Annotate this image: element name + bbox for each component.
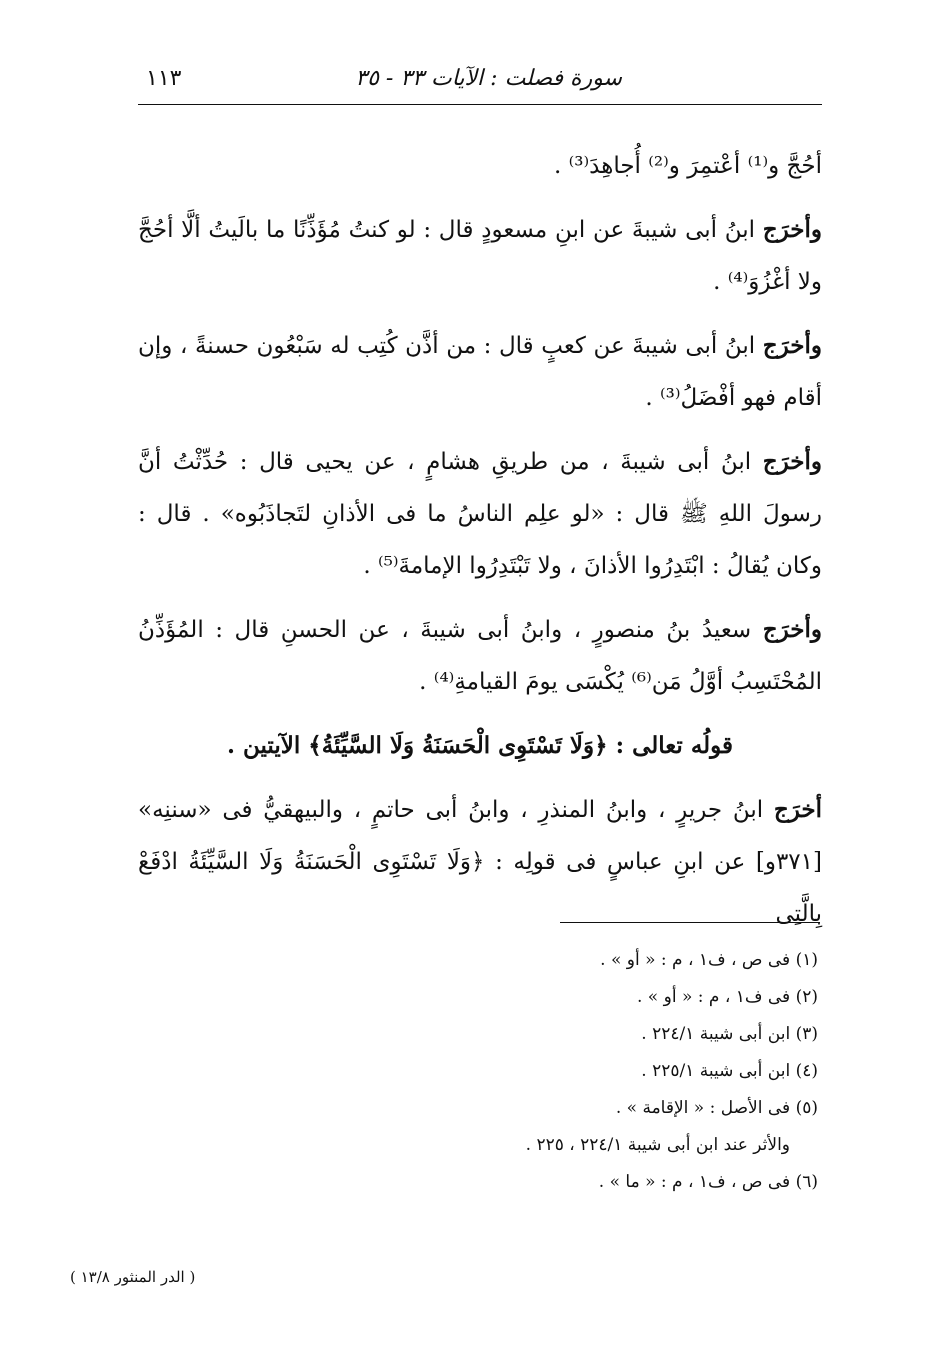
paragraph-text: ابنُ جريرٍ ، وابنُ المنذرِ ، وابنُ أبى حاتمٍ ، والبيهقيُّ فى «سننِه» [٣٧١و] عن ابنِ عباسٍ فى قولِه : ﴿وَلَا تَسْتَوِى الْحَسَنَةُ وَلَا السَّيِّئَةُ ادْفَعْ بِالَّتِى <box>138 797 822 927</box>
main-text <box>138 140 822 952</box>
verse-heading-text: ﴿وَلَا تَسْتَوِى الْحَسَنَةُ وَلَا السَّيِّئَةُ﴾ الآيتين . <box>226 732 616 759</box>
paragraph-4 <box>138 436 822 592</box>
paragraph-text: سعيدُ بنُ منصورٍ ، وابنُ أبى شيبةَ ، عن الحسنِ قال : المُؤَذِّنُ المُحْتَسِبُ أوَّلُ مَن⁽⁶⁾ يُكْسَى يومَ القيامةِ⁽⁴⁾ . <box>138 617 822 695</box>
verse-heading-lead: قولُه تعالى : <box>615 732 734 759</box>
verse-heading <box>138 720 822 772</box>
paragraph-lead: وأخرَج <box>762 616 822 643</box>
paragraph-5 <box>138 604 822 708</box>
footnote: (٢) فى ف١ ، م : « أو » . <box>637 987 818 1007</box>
paragraph-text: ابنُ أبى شيبةَ عن كعبٍ قال : من أذَّن كُتِب له سَبْعُون حسنةً ، وإن أقام فهو أفْضَلُ⁽³⁾ . <box>138 333 822 411</box>
paragraph-1 <box>138 140 822 192</box>
paragraph-lead: أخرَج <box>773 796 822 823</box>
footnote: (١) فى ص ، ف١ ، م : « أو » . <box>600 950 818 970</box>
source-note: ( الدر المنثور ١٣/٨ ) <box>70 1268 196 1286</box>
footnote: (٣) ابن أبى شيبة ٢٢٤/١ . <box>641 1024 818 1044</box>
paragraph-lead: وأخرَج <box>762 448 822 475</box>
paragraph-lead: وأخرَج <box>762 216 822 243</box>
footnote-divider <box>560 922 820 923</box>
page-number: ١١٣ <box>146 66 182 91</box>
footnotes <box>138 942 818 1201</box>
paragraph-lead: وأخرَج <box>762 332 822 359</box>
footnote: (٤) ابن أبى شيبة ٢٢٥/١ . <box>641 1061 818 1081</box>
footnote-continuation: والأثر عند ابن أبى شيبة ٢٢٤/١ ، ٢٢٥ . <box>525 1135 790 1155</box>
footnote: (٦) فى ص ، ف١ ، م : « ما » . <box>598 1172 818 1192</box>
paragraph-7 <box>138 784 822 940</box>
paragraph-text: ابنُ أبى شيبةَ عن ابنِ مسعودٍ قال : لو كنتُ مُؤَذِّنًا ما بالَيتُ ألَّا أحُجَّ ولا أغْزُوَ⁽⁴⁾ . <box>138 217 822 295</box>
page-title: سورة فصلت : الآيات ٣٣ - ٣٥ <box>355 66 622 91</box>
paragraph-2 <box>138 204 822 308</box>
paragraph-text: ابنُ أبى شيبةَ ، من طريقِ هشامٍ ، عن يحيى قال : حُدِّثْتُ أنَّ رسولَ اللهِ ﷺ قال : «لو علِم الناسُ ما فى الأذانِ لتَجاذَبُوه» . قال : وكان يُقالُ : ابْتَدِرُوا الأذانَ ، ولا تَبْتَدِرُوا الإمامةَ⁽⁵⁾ . <box>138 449 822 579</box>
paragraph-3 <box>138 320 822 424</box>
footnote: (٥) فى الأصل : « الإقامة » . <box>615 1098 818 1118</box>
paragraph-text: أحُجَّ و⁽¹⁾ أعْتمِرَ و⁽²⁾ أُجاهِدَ⁽³⁾ . <box>553 153 822 179</box>
page-header <box>138 60 822 105</box>
